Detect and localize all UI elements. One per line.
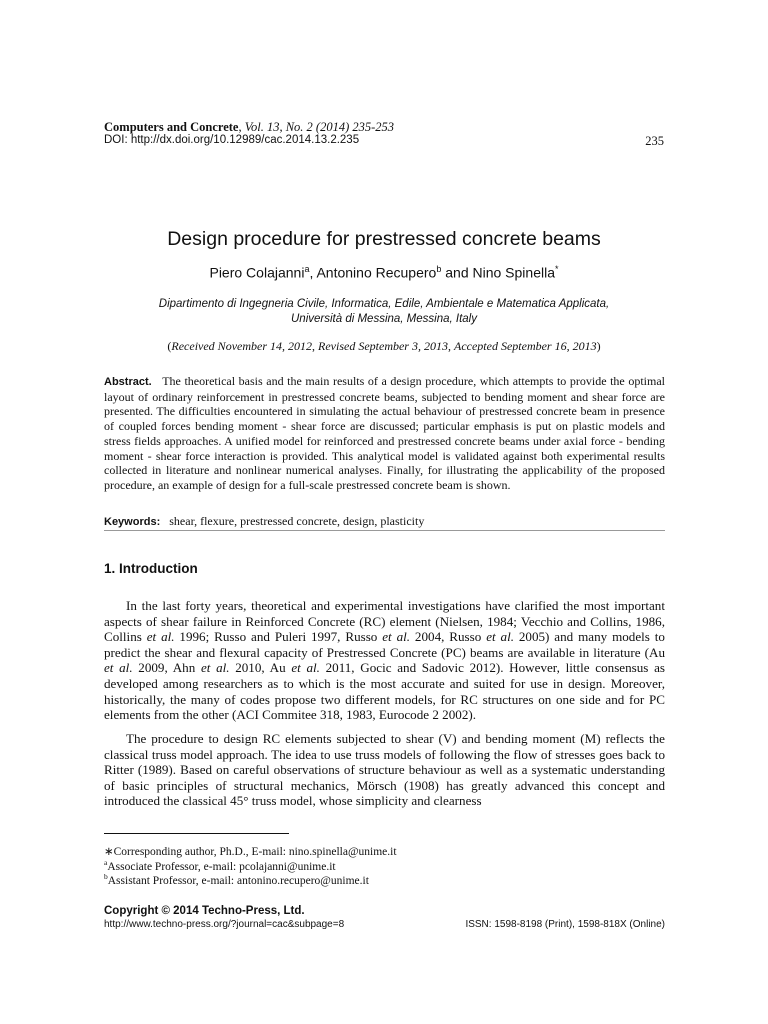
author-list: Piero Colajanni$^a$, Antonino Recupero$^b$ and Nino Spinella* [209,264,559,281]
et-al: et al. [291,660,320,676]
doi-line[interactable]: DOI: http://dx.doi.org/10.12989/cac.2014.13.2.235 [104,134,360,146]
text-run: 1996; Russo and Puleri 1997, Russo [174,629,383,645]
publisher-url[interactable]: http://www.techno-press.org/?journal=cac&subpage=8 [104,919,345,930]
footnote-text: Assistant Professor, e-mail: antonino.recupero@unime.it [107,874,369,887]
footnote-text: Corresponding author, Ph.D., E-mail: nino.spinella@unime.it [113,846,397,858]
page-number: 235 [645,134,664,148]
keywords [104,514,665,529]
footnote-mark: a [104,858,108,867]
author-name: Piero Colajanni [209,264,305,281]
copyright: Copyright © 2014 Techno-Press, Ltd. [104,905,305,917]
journal-volume: Vol. 13, No. 2 (2014) 235-253 [244,120,395,134]
text-run: 2005) and many models to predict the shear and flexural capacity of Prestressed Concrete (PC) beams are available in literature (Au [104,629,665,660]
footnote-divider [104,833,289,834]
journal-citation: Computers and Concrete, Vol. 13, No. 2 (2014) 235-253 [104,120,395,134]
issn: ISSN: 1598-8198 (Print), 1598-818X (Online) [465,919,665,930]
footnote-mark: b [104,872,108,881]
author-mark: b [436,264,442,274]
accepted-date: Accepted September 16, 2013 [453,339,597,353]
section-heading: 1. Introduction [104,561,198,576]
footnote [104,872,369,887]
author-mark: * [555,264,559,274]
body-paragraph: The procedure to design RC elements subjected to shear (V) and bending moment (M) reflects the classical truss model approach. The idea to use truss models of following the flow of stresses goes back to Ritter (1989). Based on careful observations of structure behaviour as well as a systematic understanding of basic principles of structural mechanics, Mörsch (1908) has greatly advanced this concept and introduced the classical 45° truss model, whose simplicity and clearness [104,731,665,809]
text-run: 2009, Ahn [132,660,201,676]
received-dates: (Received November 14, 2012, Revised September 3, 2013, Accepted September 16, 2013) [167,339,601,353]
et-al: et al. [104,660,133,676]
affiliation-line: Dipartimento di Ingegneria Civile, Informatica, Edile, Ambientale e Matematica Applicata, [158,298,610,310]
keywords-label: Keywords: [104,516,161,528]
text-run: In the last forty years, theoretical and experimental investigations have clarified the most important aspects of shear failure in Reinforced Concrete (RC) element (Nielsen, 1984; Vecchio and Collins, 1986, Collins [104,598,665,645]
et-al: et al. [200,660,230,676]
body-paragraph [104,598,665,723]
text-run: 2004, Russo [410,629,487,645]
revised-date: Revised September 3, 2013 [318,339,448,353]
author-name: Antonino Recupero [316,264,437,281]
paper-title: Design procedure for prestressed concrete beams [167,228,601,250]
keywords-text: shear, flexure, prestressed concrete, design, plasticity [169,514,425,528]
footnote [104,858,336,873]
abstract-text: The theoretical basis and the main results of a design procedure, which attempts to provide the optimal layout of ordinary reinforcement in prestressed concrete beams, subjected to bending moment and shear force are presented. The difficulties encountered in simulating the actual behaviour of prestressed concrete beam in presence of coupled forces bending moment - shear force are discussed; particular emphasis is put on plastic models and stress fields approaches. A unified model for reinforced and prestressed concrete beams under axial force - bending moment - shear force interaction is provided. This analytical model is validated against both experimental results collected in literature and nonlinear numerical analyses. Finally, for illustrating the applicability of the proposed procedure, an example of design for a full-scale prestressed concrete beam is shown. [104,374,665,492]
author-name: Nino Spinella [472,264,555,281]
abstract-label: Abstract. [104,376,152,388]
text-run: 2011, Gocic and Sadovic 2012). However, little consensus as developed among researchers as to which is the most accurate and suited for use in design. Moreover, historically, the many of codes propose two different models, for RC structures on one side and for PC elements from the other (ACI Commitee 318, 1983, Eurocode 2 2002). [104,660,665,723]
affiliation-line: Università di Messina, Messina, Italy [291,313,477,325]
et-al: et al. [486,629,514,645]
et-al: et al. [146,629,175,645]
footnote-mark: ∗ [104,846,114,858]
journal-name: Computers and Concrete [104,120,239,134]
footnote-text: Associate Professor, e-mail: pcolajanni@unime.it [107,860,336,873]
abstract [104,374,665,493]
received-date: Received November 14, 2012 [171,339,313,353]
affiliation [104,297,664,327]
footnote [104,844,397,858]
et-al: et al. [382,629,411,645]
text-run: 2010, Au [229,660,292,676]
keywords-divider [104,530,665,531]
author-mark: a [304,264,310,274]
